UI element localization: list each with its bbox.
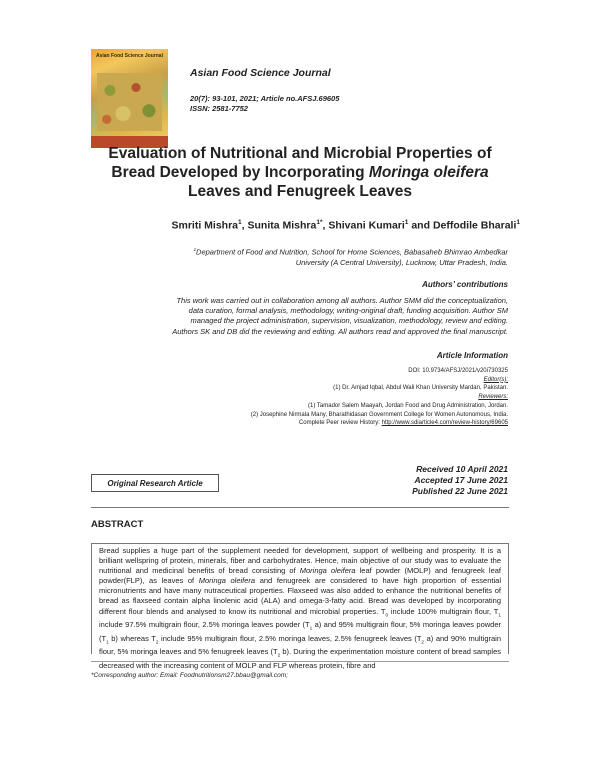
contributions-heading: Authors’ contributions: [422, 280, 508, 289]
abstract-body: Bread supplies a huge part of the supplement needed for development, support of wellbeing and prosperity. It is a brilliant wellspring of protein, minerals, fiber and carbohydrates. Hence, main objective of our study was to evaluate the nutritional and medicinal benefits of bread consisting of Moringa oleifera leaf powder (MOLP) and fenugreek leaf powder(FLP), as leaves of Moringa oleifera and fenugreek are considered to have high proportion of essential micronutrients and have many nutraceutical properties. Flaxseed was also added to enhance the nutritional benefits of bread as flaxseed contain alpha linolenic acid (ALA) and omega-3-fatty acid. Bread was developed by incorporating different flour blends and analysed to know its nutritional and microbial properties. $T_0$ include 100% multigrain flour, $T_1$ include 97.5% multigrain flour, 2.5% moringa leaves powder ($T_1$ a) and 95% multigrain flour, 5% moringa leaves powder ($T_1$ b) whereas $T_2$ include 95% multigrain flour, 2.5% moringa leaves, 2.5% fenugreek leaves ($T_2$ a) and 90% multigrain flour, 5% moringa leaves and 5% fenugreek leaves ($T_2$ b). During the experimentation moisture content of bread samples decreased with the increasing content of MOLP and FLP whereas protein, fibre and: [91, 543, 509, 654]
reviewer-entry: (2) Josephine Nirmala Many, Bharathidasan Government College for Women Autonomous, India.: [250, 411, 508, 418]
paper-title: [80, 144, 520, 201]
history-label: Complete Peer review History:: [298, 420, 382, 427]
review-history-link[interactable]: http://www.sdiarticle4.com/review-history/69605: [381, 420, 508, 427]
author-name: Deffodile Bharali: [432, 219, 517, 232]
title-line-2: Bread Developed by Incorporating Moringa oleifera: [111, 164, 489, 181]
journal-cover-image: [91, 49, 168, 148]
article-type-badge: Original Research Article: [91, 474, 219, 492]
footnote-divider: [91, 661, 509, 662]
cover-title: Asian Food Science Journal: [96, 53, 163, 59]
issn: ISSN: 2581-7752: [190, 104, 248, 113]
title-line-3: Leaves and Fenugreek Leaves: [187, 183, 412, 200]
author-name: Sunita Mishra: [247, 219, 317, 232]
article-info: [150, 367, 508, 428]
doi: DOI: 10.9734/AFSJ/2021/v20i730325: [408, 368, 508, 374]
title-species: Moringa oleifera: [368, 164, 489, 181]
title-line-1: Evaluation of Nutritional and Microbial Properties of: [108, 145, 492, 162]
abstract-heading: ABSTRACT: [91, 519, 144, 530]
contributions-text: This work was carried out in collaboration among all authors. Author SMM did the conceptualization, data curation, formal analysis, methodology, writing-original draft, funding acquisition. Author SM managed the project administration, supervision, visualization, methodology, review and editing. Authors SK and DB did the reviewing and editing. All authors read and approved the final manuscript.: [172, 296, 508, 336]
accepted-date: Accepted 17 June 2021: [414, 475, 508, 486]
received-date: Received 10 April 2021: [416, 464, 508, 474]
author-list: Smriti Mishra$^1$, Sunita Mishra$^{1*}$, Shivani Kumari$^1$ and Deffodile Bharali$^1$: [171, 219, 520, 232]
author-name: Shivani Kumari: [328, 219, 405, 232]
editor-entry: (1) Dr. Amjad Iqbal, Abdul Wali Khan University Mardan, Pakistan.: [333, 385, 508, 392]
article-info-heading: Article Information: [436, 351, 508, 360]
author-name: Smriti Mishra: [171, 219, 239, 232]
reviewer-entry: (1) Tamador Salem Maayah, Jordan Food and Drug Administration, Jordan.: [308, 402, 508, 409]
dates: [330, 464, 508, 498]
journal-name: Asian Food Science Journal: [190, 67, 331, 79]
editors-label: Editor(s):: [483, 376, 508, 383]
published-date: Published 22 June 2021: [412, 486, 508, 497]
divider: [91, 507, 509, 508]
affiliation: $^1$Department of Food and Nutrition, School for Home Sciences, Babasaheb Bhimrao Ambedkar University (A Central University), Lucknow, Uttar Pradesh, India.: [193, 247, 508, 267]
volume-line: 20(7): 93-101, 2021; Article no.AFSJ.69605: [190, 94, 340, 103]
reviewers-label: Reviewers:: [478, 394, 508, 401]
corresponding-author-footnote: *Corresponding author: Email: Foodnutritionsm27.bbau@gmail.com;: [91, 672, 289, 679]
